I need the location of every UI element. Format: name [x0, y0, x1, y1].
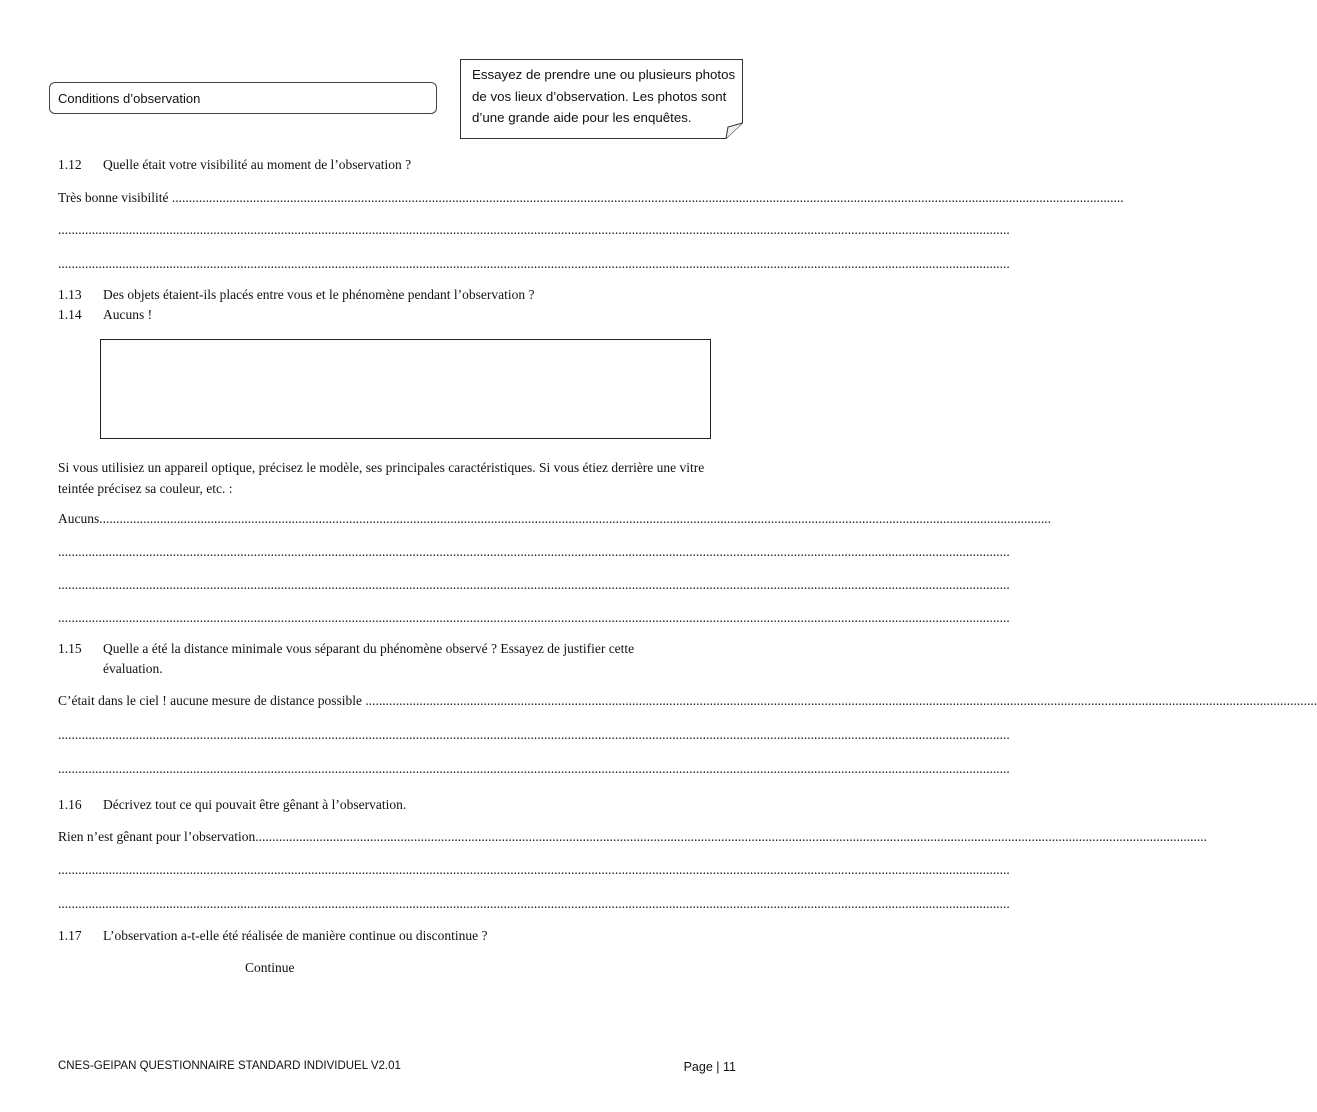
dot-leader: ..........................................................................................................................................................................................................................................................................................	[99, 511, 1051, 526]
answer-1-15[interactable]	[58, 693, 1317, 709]
question-number: 1.15	[58, 641, 82, 656]
answer-line[interactable]: ..........................................................................................................................................................................................................................................................................................	[58, 896, 1010, 911]
section-title-box	[49, 82, 437, 114]
answer-1-12[interactable]	[58, 190, 1124, 206]
question-1-16	[58, 797, 406, 813]
answer-line[interactable]: ..........................................................................................................................................................................................................................................................................................	[58, 610, 1010, 625]
free-answer-box[interactable]	[100, 339, 711, 439]
section-title: Conditions d’observation	[58, 91, 201, 106]
page-number: 11	[723, 1060, 736, 1074]
answer-line[interactable]: ..........................................................................................................................................................................................................................................................................................	[58, 544, 1010, 559]
question-1-12	[58, 157, 411, 173]
dot-leader: ..........................................................................................................................................................................................................................................................................................	[171, 190, 1124, 205]
answer-line[interactable]: ..........................................................................................................................................................................................................................................................................................	[58, 577, 1010, 592]
question-text: Décrivez tout ce qui pouvait être gênant à l’observation.	[103, 797, 407, 812]
question-text: L’observation a-t-elle été réalisée de manière continue ou discontinue ?	[103, 928, 488, 943]
answer-line[interactable]: ..........................................................................................................................................................................................................................................................................................	[58, 761, 1010, 776]
answer-text: Très bonne visibilité	[58, 190, 172, 205]
dot-leader: ..........................................................................................................................................................................................................................................................................................	[255, 829, 1207, 844]
question-number: 1.17	[58, 928, 82, 943]
footer-page	[684, 1060, 736, 1074]
dot-leader: ..........................................................................................................................................................................................................................................................................................	[365, 693, 1317, 708]
question-text: Quelle a été la distance minimale vous séparant du phénomène observé ? Essayez de justifier cette	[103, 641, 635, 656]
answer-text: C’était dans le ciel ! aucune mesure de distance possible	[58, 693, 366, 708]
question-1-15-continued: évaluation.	[103, 661, 163, 676]
answer-line[interactable]: ..........................................................................................................................................................................................................................................................................................	[58, 222, 1010, 237]
answer-1-17[interactable]: Continue	[245, 960, 295, 975]
question-number: 1.16	[58, 797, 82, 812]
question-text: Des objets étaient-ils placés entre vous et le phénomène pendant l’observation ?	[103, 287, 535, 302]
page-separator: |	[716, 1060, 720, 1074]
question-text: Quelle était votre visibilité au moment de l’observation ?	[103, 157, 412, 172]
page-label: Page	[683, 1060, 713, 1074]
answer-text: Rien n’est gênant pour l’observation	[58, 829, 256, 844]
answer-text: Aucuns	[58, 511, 100, 526]
question-1-13	[58, 287, 534, 303]
footer-document-title: CNES-GEIPAN QUESTIONNAIRE STANDARD INDIVIDUEL V2.01	[58, 1060, 401, 1072]
photo-tip-text: Essayez de prendre une ou plusieurs photos de vos lieux d’observation. Les photos sont d’une grande aide pour les enquêtes.	[472, 67, 736, 125]
question-1-17	[58, 928, 487, 944]
question-number: 1.14	[58, 307, 82, 322]
question-1-15	[58, 641, 634, 657]
question-1-14	[58, 307, 152, 323]
answer-line[interactable]: ..........................................................................................................................................................................................................................................................................................	[58, 256, 1010, 271]
optical-instructions: Si vous utilisiez un appareil optique, précisez le modèle, ses principales caractéristiques. Si vous étiez derrière une vitre teintée précisez sa couleur, etc. :	[58, 460, 705, 496]
question-text: Aucuns !	[103, 307, 153, 322]
answer-line[interactable]: ..........................................................................................................................................................................................................................................................................................	[58, 862, 1010, 877]
answer-line[interactable]: ..........................................................................................................................................................................................................................................................................................	[58, 727, 1010, 742]
answer-1-16[interactable]	[58, 829, 1207, 845]
question-number: 1.12	[58, 157, 82, 172]
answer-optical[interactable]	[58, 511, 1051, 527]
question-number: 1.13	[58, 287, 82, 302]
photo-tip-note	[460, 59, 743, 139]
